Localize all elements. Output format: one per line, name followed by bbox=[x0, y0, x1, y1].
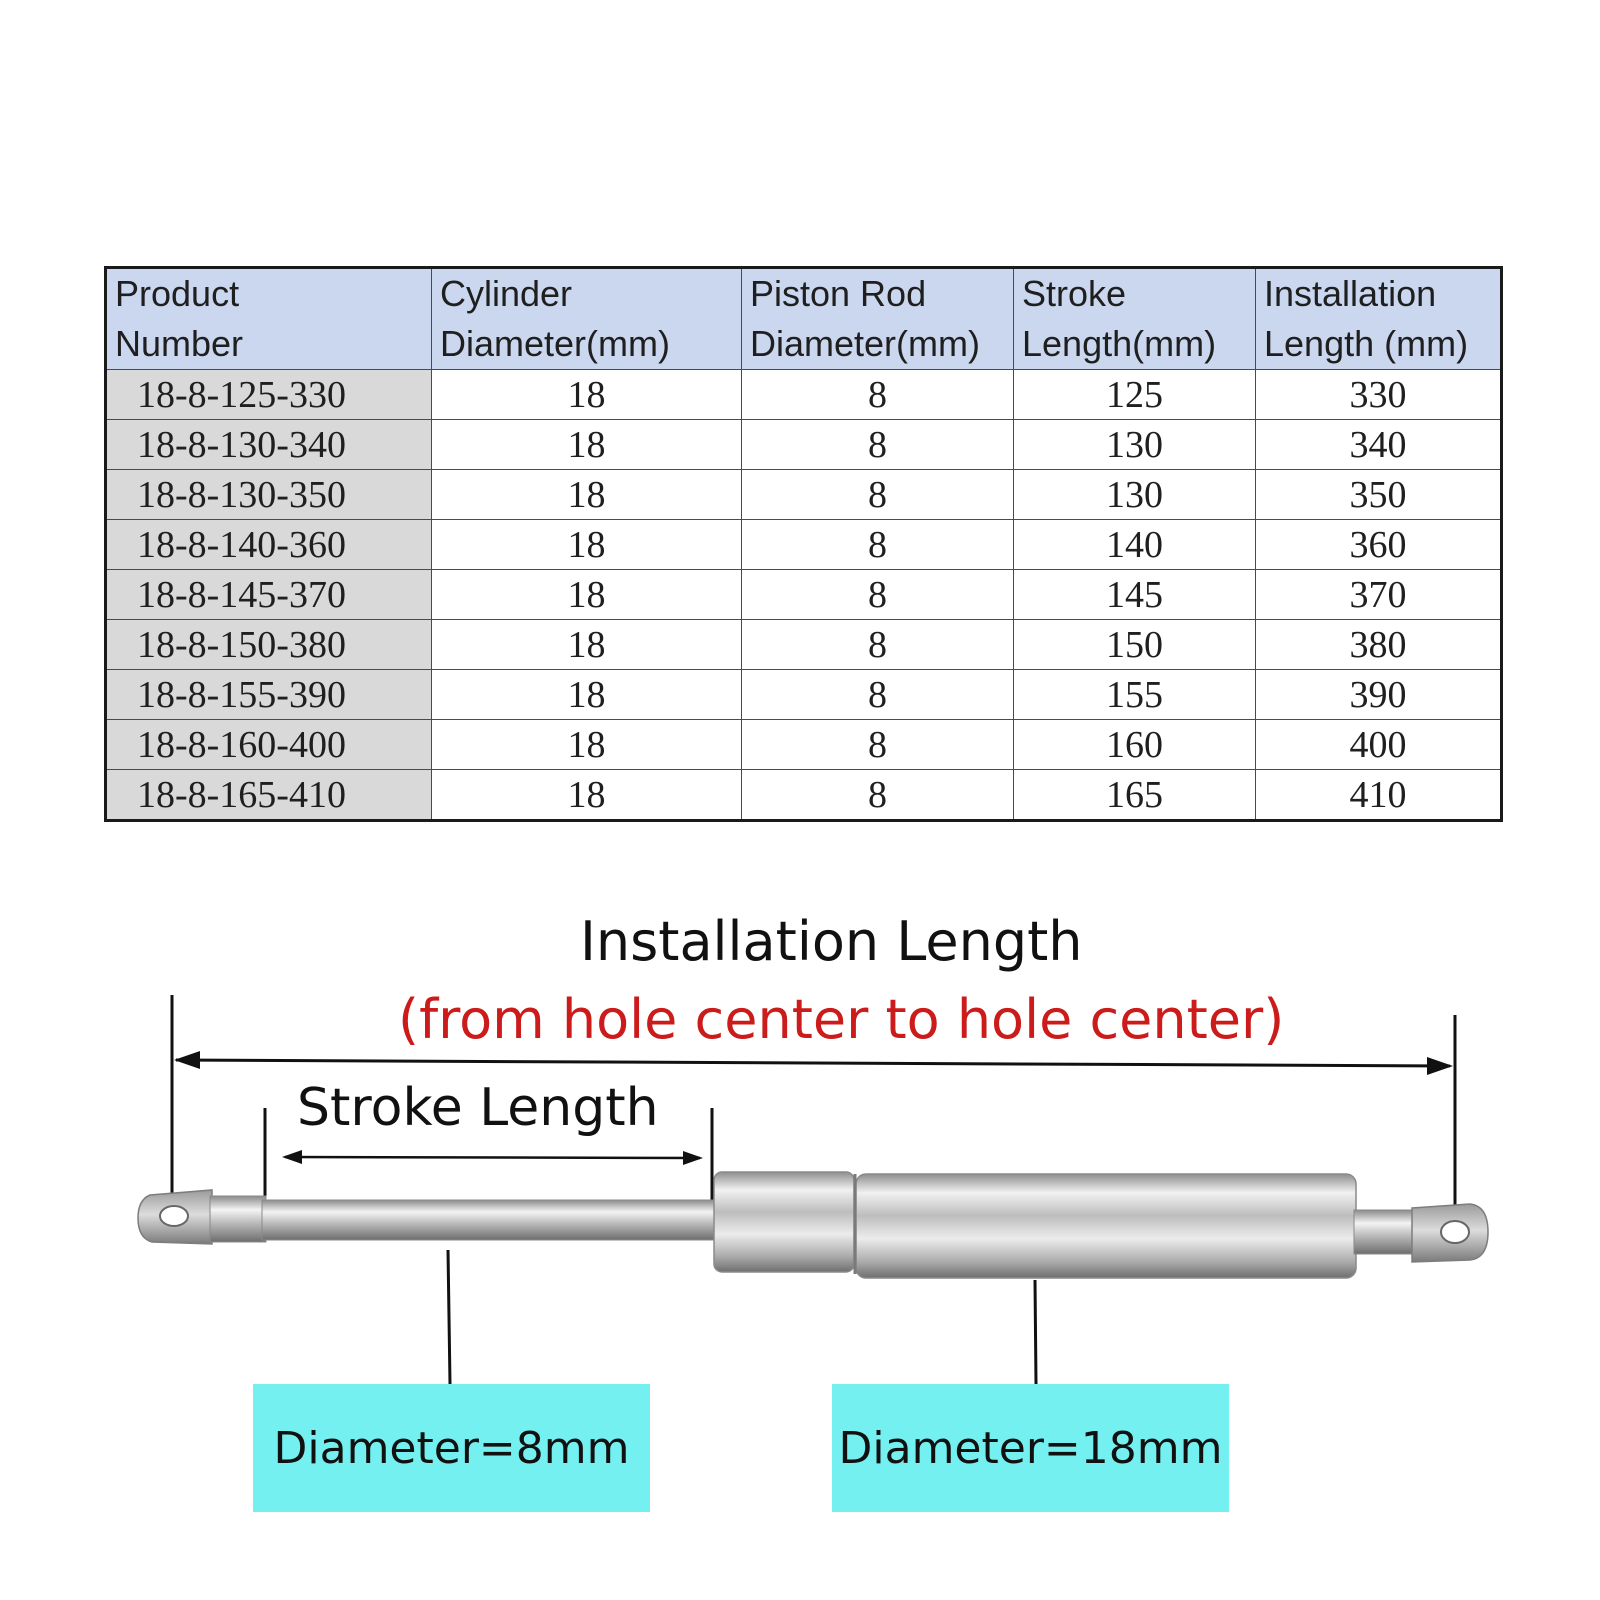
cell-cylinder-diameter: 18 bbox=[432, 520, 742, 570]
header-line: Length (mm) bbox=[1264, 323, 1469, 364]
cell-cylinder-diameter: 18 bbox=[432, 620, 742, 670]
cell-rod-diameter: 8 bbox=[742, 520, 1014, 570]
cell-product-number: 18-8-150-380 bbox=[106, 620, 432, 670]
header-line: Length(mm) bbox=[1022, 323, 1217, 364]
cell-installation-length: 390 bbox=[1256, 670, 1502, 720]
header-line: Product bbox=[115, 273, 240, 314]
left-eyelet bbox=[138, 1190, 266, 1244]
header-line: Cylinder bbox=[440, 273, 573, 314]
header-line: Diameter(mm) bbox=[750, 323, 980, 364]
cell-product-number: 18-8-165-410 bbox=[106, 770, 432, 821]
cell-installation-length: 370 bbox=[1256, 570, 1502, 620]
cell-stroke-length: 130 bbox=[1014, 420, 1256, 470]
cell-product-number: 18-8-140-360 bbox=[106, 520, 432, 570]
cell-product-number: 18-8-125-330 bbox=[106, 370, 432, 420]
cell-product-number: 18-8-155-390 bbox=[106, 670, 432, 720]
cell-cylinder-diameter: 18 bbox=[432, 720, 742, 770]
cell-installation-length: 400 bbox=[1256, 720, 1502, 770]
cell-rod-diameter: 8 bbox=[742, 770, 1014, 821]
header-line: Stroke bbox=[1022, 273, 1127, 314]
rod-leader-line bbox=[448, 1250, 450, 1384]
cell-product-number: 18-8-160-400 bbox=[106, 720, 432, 770]
cell-installation-length: 330 bbox=[1256, 370, 1502, 420]
cell-rod-diameter: 8 bbox=[742, 470, 1014, 520]
header-line: Number bbox=[115, 323, 244, 364]
cell-cylinder-diameter: 18 bbox=[432, 670, 742, 720]
cell-cylinder-diameter: 18 bbox=[432, 420, 742, 470]
cell-rod-diameter: 8 bbox=[742, 670, 1014, 720]
rod-diameter-label: Diameter=8mm bbox=[273, 1422, 630, 1474]
cell-rod-diameter: 8 bbox=[742, 620, 1014, 670]
cell-installation-length: 340 bbox=[1256, 420, 1502, 470]
cell-cylinder-diameter: 18 bbox=[432, 470, 742, 520]
right-eyelet bbox=[1354, 1204, 1488, 1262]
cell-stroke-length: 145 bbox=[1014, 570, 1256, 620]
stroke-length-label: Stroke Length bbox=[297, 1078, 659, 1138]
cell-installation-length: 380 bbox=[1256, 620, 1502, 670]
cell-rod-diameter: 8 bbox=[742, 420, 1014, 470]
cylinder-leader-line bbox=[1035, 1280, 1036, 1384]
cell-product-number: 18-8-145-370 bbox=[106, 570, 432, 620]
header-line: Diameter(mm) bbox=[440, 323, 670, 364]
cell-stroke-length: 160 bbox=[1014, 720, 1256, 770]
diagram-title: Installation Length bbox=[580, 910, 1083, 973]
cell-cylinder-diameter: 18 bbox=[432, 770, 742, 821]
cylinder-diameter-box bbox=[832, 1384, 1229, 1512]
rod-diameter-box bbox=[253, 1384, 650, 1512]
cell-rod-diameter: 8 bbox=[742, 570, 1014, 620]
cell-stroke-length: 155 bbox=[1014, 670, 1256, 720]
cell-product-number: 18-8-130-350 bbox=[106, 470, 432, 520]
cell-product-number: 18-8-130-340 bbox=[106, 420, 432, 470]
cell-stroke-length: 130 bbox=[1014, 470, 1256, 520]
cell-rod-diameter: 8 bbox=[742, 370, 1014, 420]
cell-installation-length: 360 bbox=[1256, 520, 1502, 570]
cell-rod-diameter: 8 bbox=[742, 720, 1014, 770]
cell-stroke-length: 165 bbox=[1014, 770, 1256, 821]
cell-stroke-length: 150 bbox=[1014, 620, 1256, 670]
cylinder-body bbox=[714, 1172, 1356, 1278]
cell-installation-length: 350 bbox=[1256, 470, 1502, 520]
cell-installation-length: 410 bbox=[1256, 770, 1502, 821]
cell-cylinder-diameter: 18 bbox=[432, 570, 742, 620]
header-line: Piston Rod bbox=[750, 273, 927, 314]
cylinder-diameter-label: Diameter=18mm bbox=[838, 1422, 1223, 1474]
header-line: Installation bbox=[1264, 273, 1437, 314]
cell-stroke-length: 125 bbox=[1014, 370, 1256, 420]
piston-rod bbox=[262, 1200, 717, 1240]
cell-cylinder-diameter: 18 bbox=[432, 370, 742, 420]
cell-stroke-length: 140 bbox=[1014, 520, 1256, 570]
diagram-subtitle: (from hole center to hole center) bbox=[398, 988, 1285, 1051]
